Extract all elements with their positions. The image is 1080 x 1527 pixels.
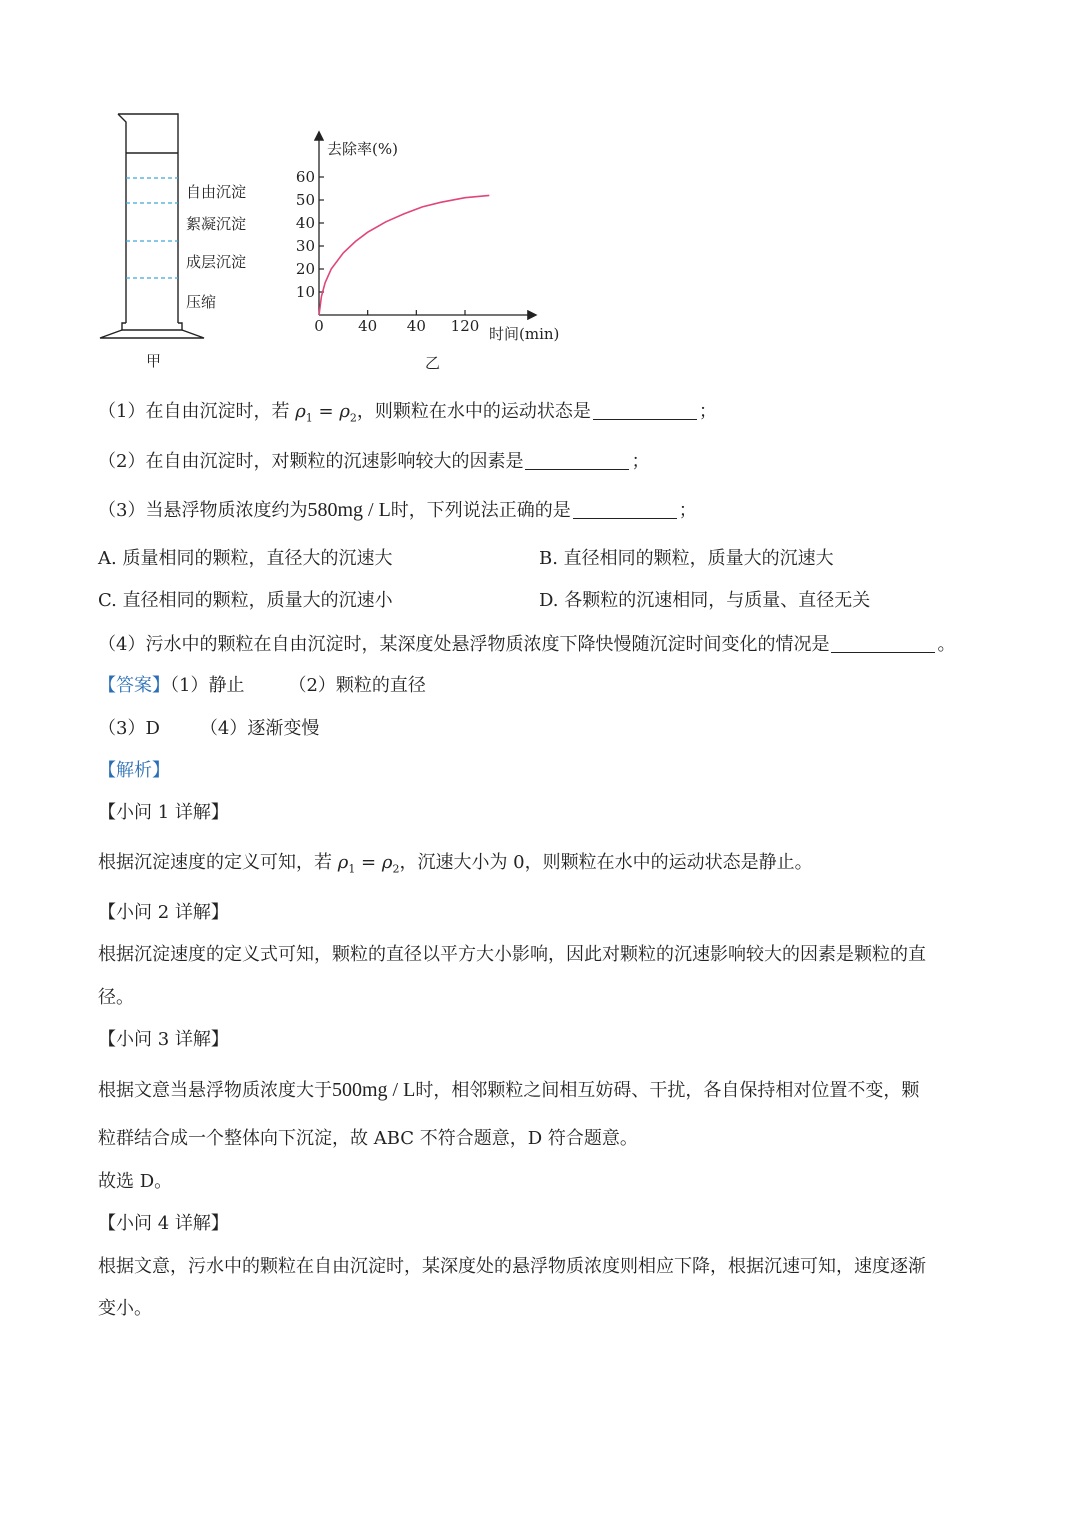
label-flocculent-settling: 絮凝沉淀 bbox=[186, 215, 247, 233]
question-3: （3）当悬浮物质浓度约为580mg / L时，下列说法正确的是 ； bbox=[98, 499, 697, 521]
formula-rho-equal-2: $\rho_1 = \rho_2$ bbox=[337, 852, 400, 876]
y-tick-label: 30 bbox=[295, 237, 315, 255]
answer-blank-4[interactable] bbox=[831, 632, 935, 653]
option-b[interactable]: B. 直径相同的颗粒，质量大的沉速大 bbox=[539, 548, 834, 569]
label-compression: 压缩 bbox=[186, 293, 217, 311]
y-tick-label: 40 bbox=[295, 214, 315, 232]
figure-caption-left: 甲 bbox=[146, 352, 162, 370]
question-1: （1）在自由沉淀时，若 $\rho_1 = \rho_2$，则颗粒在水中的运动状态是 ； bbox=[98, 401, 717, 425]
answer-line-1: 【答案】（1）静止 （2）颗粒的直径 bbox=[98, 675, 426, 696]
x-axis-label: 时间(min) bbox=[489, 325, 560, 343]
y-tick-label: 10 bbox=[295, 283, 315, 301]
option-c[interactable]: C. 直径相同的颗粒，质量大的沉速小 bbox=[98, 590, 393, 611]
analysis-3-line-2: 粒群结合成一个整体向下沉淀，故 ABC 不符合题意，D 符合题意。 bbox=[98, 1128, 638, 1149]
removal-rate-chart bbox=[280, 125, 580, 375]
question-4: （4）污水中的颗粒在自由沉淀时，某深度处悬浮物质浓度下降快慢随沉淀时间变化的情况是 。 bbox=[98, 634, 956, 655]
x-tick-label: 0 bbox=[314, 317, 324, 335]
sub-question-1-heading: 【小问 1 详解】 bbox=[98, 802, 229, 823]
analysis-4-line-1: 根据文意，污水中的颗粒在自由沉淀时，某深度处的悬浮物质浓度则相应下降，根据沉速可知，速度逐渐 bbox=[98, 1256, 926, 1277]
answer-line-2: （3）D （4）逐渐变慢 bbox=[98, 718, 320, 739]
x-tick-label: 120 bbox=[450, 317, 480, 335]
analysis-4-line-2: 变小。 bbox=[98, 1298, 152, 1319]
y-tick-label: 20 bbox=[295, 260, 315, 278]
y-tick-label: 60 bbox=[295, 168, 315, 186]
option-a[interactable]: A. 质量相同的颗粒，直径大的沉速大 bbox=[98, 548, 393, 569]
analysis-3-line-3: 故选 D。 bbox=[98, 1171, 173, 1192]
figure-caption-right: 乙 bbox=[425, 354, 441, 372]
y-tick-label: 50 bbox=[295, 191, 315, 209]
removal-curve bbox=[319, 195, 489, 315]
x-tick-label: 40 bbox=[406, 317, 426, 335]
answer-blank-2[interactable] bbox=[525, 449, 629, 470]
label-free-settling: 自由沉淀 bbox=[186, 183, 247, 201]
analysis-2-line-1: 根据沉淀速度的定义式可知，颗粒的直径以平方大小影响，因此对颗粒的沉速影响较大的因素是颗粒的直 bbox=[98, 944, 926, 965]
sub-question-3-heading: 【小问 3 详解】 bbox=[98, 1029, 229, 1050]
option-d[interactable]: D. 各颗粒的沉速相同，与质量、直径无关 bbox=[539, 590, 871, 611]
question-2: （2）在自由沉淀时，对颗粒的沉速影响较大的因素是 ； bbox=[98, 451, 650, 472]
sub-question-4-heading: 【小问 4 详解】 bbox=[98, 1213, 229, 1234]
answer-blank-1[interactable] bbox=[593, 399, 697, 420]
analysis-3-line-1: 根据文意当悬浮物质浓度大于500mg / L时，相邻颗粒之间相互妨碍、干扰，各自保持相对位置不变，颗 bbox=[98, 1079, 920, 1101]
sub-question-2-heading: 【小问 2 详解】 bbox=[98, 902, 229, 923]
label-zone-settling: 成层沉淀 bbox=[186, 253, 247, 271]
analysis-1: 根据沉淀速度的定义可知，若 $\rho_1 = \rho_2$，沉速大小为 0，则颗粒在水中的运动状态是静止。 bbox=[98, 852, 813, 876]
answer-blank-3[interactable] bbox=[573, 498, 677, 519]
settling-cylinder-figure bbox=[96, 108, 266, 373]
analysis-2-line-2: 径。 bbox=[98, 987, 134, 1008]
analysis-tag: 【解析】 bbox=[98, 760, 170, 781]
formula-rho-equal: $\rho_1 = \rho_2$ bbox=[295, 401, 357, 425]
y-axis-label: 去除率(%) bbox=[327, 140, 398, 158]
answer-tag: 【答案】 bbox=[98, 675, 170, 696]
x-tick-label: 40 bbox=[358, 317, 378, 335]
